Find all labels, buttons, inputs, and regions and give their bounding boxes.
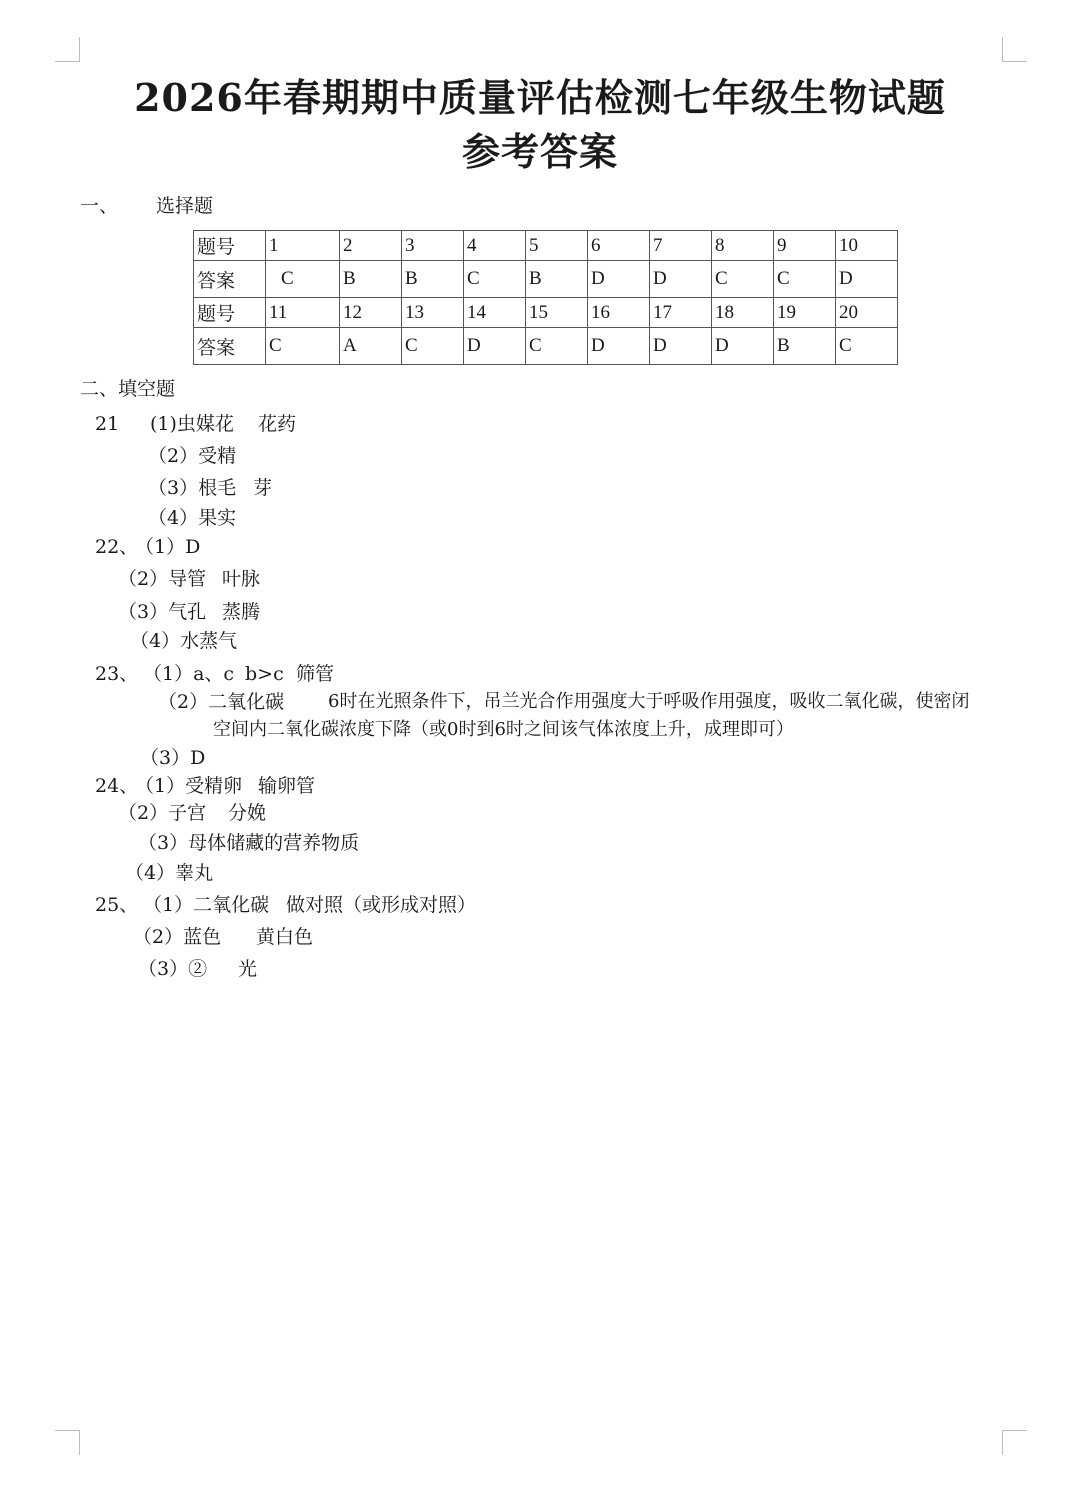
corner-mark-top-left [55,37,80,62]
q23-part3: （3）D [140,747,206,769]
corner-mark-top-right [1002,37,1027,62]
q25-part2: （2）蓝色 [133,926,222,948]
table-cell: 17 [650,298,712,328]
q25-part1-answer-b: 做对照（或形成对照） [286,894,477,916]
table-cell: 19 [774,298,836,328]
q24-part4: （4）睾丸 [125,862,214,884]
q22-part4: （4）水蒸气 [130,630,238,652]
section-2-title: 二、填空题 [80,378,176,400]
q23-part2-explanation-cont: 空间内二氧化碳浓度下降（或0时到6时之间该气体浓度上升，成理即可） [213,719,794,740]
corner-mark-bottom-right [1002,1430,1027,1455]
q22-part3-answer-b: 蒸腾 [222,601,261,623]
table-cell: C [712,261,774,298]
q24-part2-answer-b: 分娩 [228,802,267,824]
q25-part1: （1）二氧化碳 [143,894,270,916]
q24-part1: （1）受精卵 [135,775,243,797]
section-1-title: 选择题 [156,195,214,217]
q21-part3-answer-b: 芽 [253,477,273,499]
q22-part3: （3）气孔 [118,601,207,623]
q22-number: 22、 [95,536,139,558]
table-cell: D [650,261,712,298]
q24-part1-answer-b: 输卵管 [258,775,316,797]
table-cell: 12 [340,298,402,328]
corner-mark-bottom-left [55,1430,80,1455]
q23-number: 23、 [95,663,139,685]
table-cell: C [774,261,836,298]
table-cell: 9 [774,231,836,261]
table-cell: D [836,261,898,298]
table-cell: C [526,328,588,365]
q23-part1-answer-c: 筛管 [296,663,335,685]
q21-part2: （2）受精 [148,445,237,467]
q21-part3: （3）根毛 [148,477,237,499]
table-cell: C [464,261,526,298]
table-cell: 7 [650,231,712,261]
table-cell: B [402,261,464,298]
table-cell: D [588,328,650,365]
table-cell: 16 [588,298,650,328]
table-row-answers-2 [194,328,898,365]
table-cell: 6 [588,231,650,261]
q24-part3: （3）母体储藏的营养物质 [138,832,360,854]
q23-part1-answer-b: b>c [245,663,284,685]
table-cell: B [340,261,402,298]
q21-part1: (1)虫媒花 [150,413,234,435]
table-cell: 5 [526,231,588,261]
table-cell: C [266,328,340,365]
q25-part3: （3）② [138,958,208,980]
q21-number: 21 [95,413,120,435]
q25-part3-answer-b: 光 [238,958,258,980]
page-subtitle: 参考答案 [461,129,618,174]
table-cell: D [650,328,712,365]
q23-part1: （1）a、c [143,663,235,685]
table-cell: 20 [836,298,898,328]
table-cell: 13 [402,298,464,328]
table-row-label: 题号 [194,298,266,328]
table-cell: 18 [712,298,774,328]
q23-part2: （2）二氧化碳 [158,691,285,713]
q22-part1: （1）D [135,536,201,558]
q24-number: 24、 [95,775,139,797]
table-cell: D [464,328,526,365]
table-cell: D [712,328,774,365]
table-cell: 2 [340,231,402,261]
table-cell: B [526,261,588,298]
q22-part2-answer-b: 叶脉 [222,568,261,590]
q25-part2-answer-b: 黄白色 [256,926,314,948]
q24-part2: （2）子宫 [118,802,207,824]
table-row-questions-2 [194,298,898,328]
table-row-label: 题号 [194,231,266,261]
section-1-number: 一、 [80,195,119,217]
table-cell: C [836,328,898,365]
table-cell: 3 [402,231,464,261]
table-cell: 15 [526,298,588,328]
table-cell: D [588,261,650,298]
page-title: 2026年春期期中质量评估检测七年级生物试题 [134,75,946,120]
table-row-label: 答案 [194,261,266,298]
table-cell: 14 [464,298,526,328]
answer-table [193,230,898,365]
table-cell: 10 [836,231,898,261]
table-cell: C [402,328,464,365]
q22-part2: （2）导管 [118,568,207,590]
table-row-answers-1 [194,261,898,298]
table-cell: 1 [266,231,340,261]
table-cell: C [266,261,340,298]
q23-part2-explanation: 6时在光照条件下，吊兰光合作用强度大于呼吸作用强度，吸收二氧化碳，使密闭 [328,691,970,712]
table-row-questions-1 [194,231,898,261]
q21-part4: （4）果实 [148,507,237,529]
table-cell: 4 [464,231,526,261]
table-cell: 8 [712,231,774,261]
q21-part1-answer-b: 花药 [258,413,297,435]
table-cell: 11 [266,298,340,328]
table-cell: B [774,328,836,365]
q25-number: 25、 [95,894,139,916]
table-cell: A [340,328,402,365]
table-row-label: 答案 [194,328,266,365]
